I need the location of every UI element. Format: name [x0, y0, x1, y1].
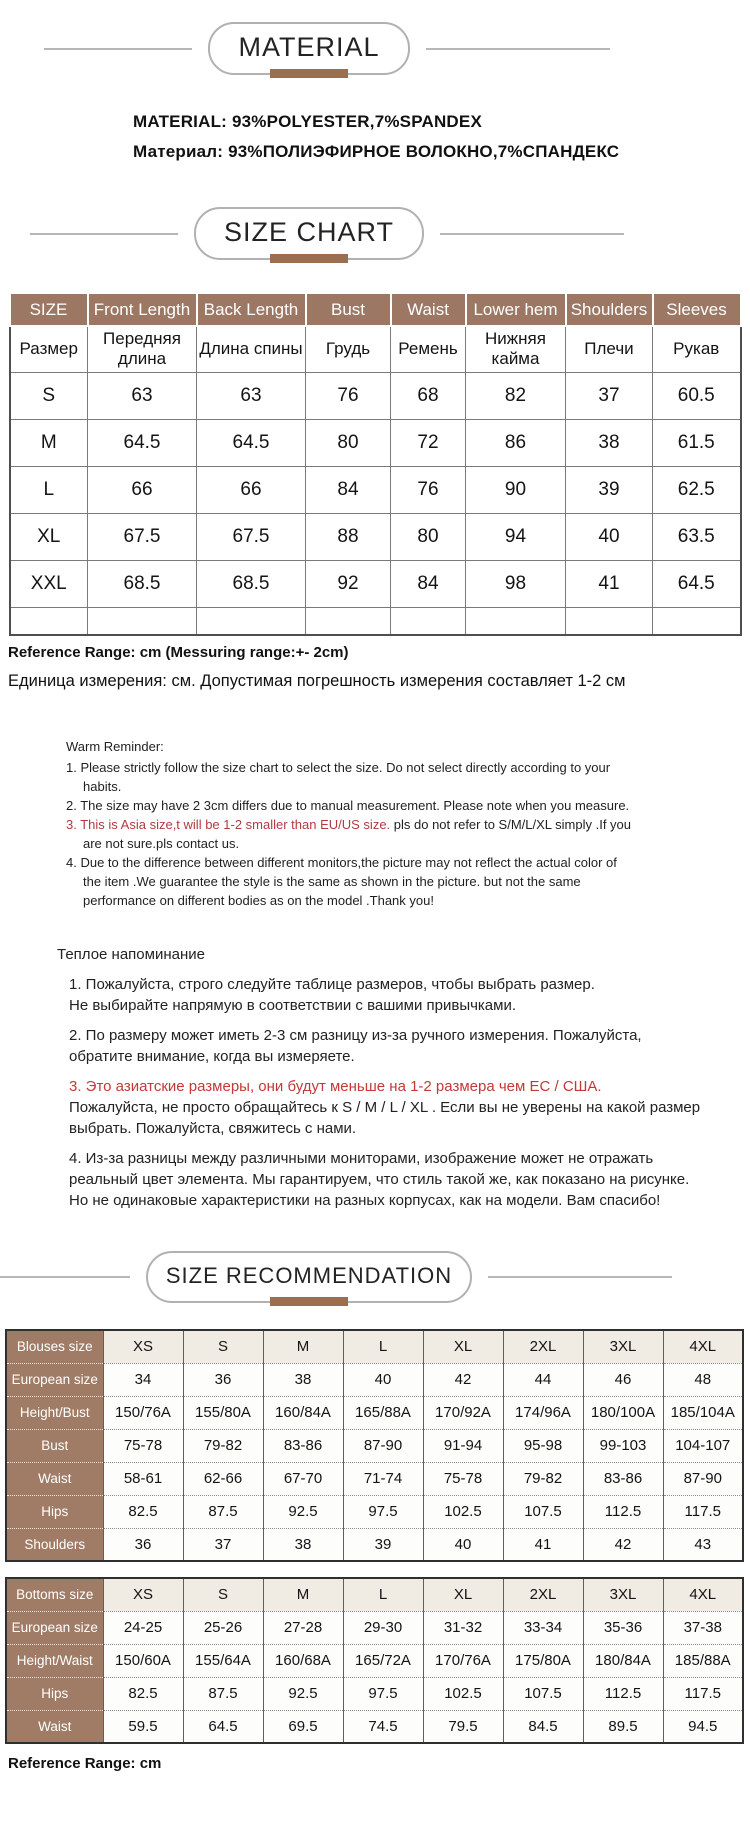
recommendation-cell: 46: [583, 1363, 663, 1396]
recommendation-cell: 34: [103, 1363, 183, 1396]
recommendation-cell: 97.5: [343, 1677, 423, 1710]
size-chart-header-cell: Sleeves: [653, 293, 741, 326]
reference-range-note: Reference Range: cm: [8, 1755, 162, 1772]
recommendation-cell: 170/92A: [423, 1396, 503, 1429]
divider-line: [440, 233, 624, 235]
recommendation-cell: 180/100A: [583, 1396, 663, 1429]
size-chart-cell: 68.5: [88, 560, 197, 607]
size-chart-cell: 80: [306, 419, 391, 466]
recommendation-cell: 117.5: [663, 1677, 743, 1710]
recommendation-cell: 48: [663, 1363, 743, 1396]
bottoms-table-body: [6, 1578, 743, 1743]
recommendation-cell: 40: [343, 1363, 423, 1396]
size-chart-note-en: Reference Range: cm (Messuring range:+- 2cm): [8, 644, 349, 661]
recommendation-cell: 38: [263, 1363, 343, 1396]
recommendation-row-label: Waist: [6, 1710, 103, 1743]
size-chart-subheader-cell: Ремень: [391, 326, 466, 372]
size-chart-row: [10, 560, 741, 607]
size-chart-row: [10, 372, 741, 419]
divider-line: [44, 48, 192, 50]
recommendation-cell: 92.5: [263, 1677, 343, 1710]
recommendation-cell: 99-103: [583, 1429, 663, 1462]
recommendation-cell: 185/104A: [663, 1396, 743, 1429]
size-chart-cell: 84: [391, 560, 466, 607]
recommendation-cell: 79-82: [183, 1429, 263, 1462]
size-chart-cell: 63: [88, 372, 197, 419]
recommendation-cell: 74.5: [343, 1710, 423, 1743]
recommendation-cell: 185/88A: [663, 1644, 743, 1677]
blouses-table-body: [6, 1330, 743, 1561]
recommendation-cell: 107.5: [503, 1495, 583, 1528]
size-chart-subheader-cell: Плечи: [566, 326, 653, 372]
russian-reminder-item: [69, 974, 707, 1016]
recommendation-row-label: Hips: [6, 1495, 103, 1528]
recommendation-cell: 175/80A: [503, 1644, 583, 1677]
size-chart-cell: 40: [566, 513, 653, 560]
size-chart-title-pill: [194, 207, 424, 260]
size-recommendation-header: [0, 1251, 702, 1303]
size-chart-title: SIZE CHART: [223, 217, 395, 247]
size-chart-cell: [88, 607, 197, 635]
russian-reminder-item: [69, 1148, 707, 1211]
size-chart-cell: 60.5: [653, 372, 741, 419]
russian-reminder-text: 4. Из-за разницы между различными мониторами, изображение может не отражать реальный цвет элемента. Мы гарантируем, что стиль такой же, как показано на рисунке. Но не одинаковые характеристики на разных корпусах, как на модели. Вам спасибо!: [69, 1150, 690, 1209]
recommendation-cell: 67-70: [263, 1462, 343, 1495]
recommendation-cell: 24-25: [103, 1611, 183, 1644]
recommendation-row-label: Height/Bust: [6, 1396, 103, 1429]
size-chart-cell: [306, 607, 391, 635]
size-chart-cell: 38: [566, 419, 653, 466]
size-recommendation-title-pill: [146, 1251, 472, 1303]
size-chart-header-cell: SIZE: [10, 293, 88, 326]
recommendation-cell: XL: [423, 1330, 503, 1363]
size-chart-cell: 63: [197, 372, 306, 419]
size-chart-cell: 61.5: [653, 419, 741, 466]
size-chart-cell: 66: [197, 466, 306, 513]
size-chart-subheader-cell: Передняя длина: [88, 326, 197, 372]
size-chart-cell: 84: [306, 466, 391, 513]
recommendation-cell: 42: [423, 1363, 503, 1396]
size-chart-subheader-cell: Рукав: [653, 326, 741, 372]
recommendation-cell: 84.5: [503, 1710, 583, 1743]
size-chart-subheader-cell: Размер: [10, 326, 88, 372]
size-chart-table: [9, 292, 742, 636]
recommendation-cell: 40: [423, 1528, 503, 1561]
material-composition-en: MATERIAL: 93%POLYESTER,7%SPANDEX: [133, 112, 482, 131]
russian-reminder-line: [69, 974, 707, 995]
recommendation-cell: 112.5: [583, 1677, 663, 1710]
recommendation-row: [6, 1429, 743, 1462]
size-chart-header-cell: Waist: [391, 293, 466, 326]
size-chart-cell: 37: [566, 372, 653, 419]
recommendation-cell: 39: [343, 1528, 423, 1561]
recommendation-row: [6, 1710, 743, 1743]
size-chart-cell: 92: [306, 560, 391, 607]
recommendation-cell: 37-38: [663, 1611, 743, 1644]
recommendation-cell: 92.5: [263, 1495, 343, 1528]
size-chart-header-cell: Back Length: [197, 293, 306, 326]
recommendation-row-label: Shoulders: [6, 1528, 103, 1561]
size-chart-header-cell: Lower hem: [466, 293, 566, 326]
recommendation-cell: 165/88A: [343, 1396, 423, 1429]
recommendation-cell: 59.5: [103, 1710, 183, 1743]
recommendation-cell: 83-86: [583, 1462, 663, 1495]
size-chart-header-cell: Front Length: [88, 293, 197, 326]
size-chart-cell: 66: [88, 466, 197, 513]
recommendation-cell: 102.5: [423, 1495, 503, 1528]
recommendation-cell: 155/64A: [183, 1644, 263, 1677]
material-composition-ru: Материал: 93%ПОЛИЭФИРНОЕ ВОЛОКНО,7%СПАНДЕКС: [133, 142, 620, 161]
recommendation-cell: 180/84A: [583, 1644, 663, 1677]
recommendation-cell: M: [263, 1578, 343, 1611]
warm-reminder-text: 2. The size may have 2 3cm differs due to manual measurement. Please note when you measure.: [66, 798, 630, 813]
recommendation-cell: 33-34: [503, 1611, 583, 1644]
recommendation-cell: 155/80A: [183, 1396, 263, 1429]
size-chart-cell: XXL: [10, 560, 88, 607]
recommendation-cell: 42: [583, 1528, 663, 1561]
recommendation-cell: XS: [103, 1330, 183, 1363]
material-title: MATERIAL: [238, 32, 380, 62]
recommendation-row-label: Bust: [6, 1429, 103, 1462]
russian-reminder-item: [69, 1076, 707, 1139]
recommendation-cell: XL: [423, 1578, 503, 1611]
recommendation-row: [6, 1644, 743, 1677]
warm-reminder-text: 1. Please strictly follow the size chart to select the size. Do not select directly according to your habits.: [66, 760, 611, 794]
size-chart-cell: L: [10, 466, 88, 513]
size-chart-header-row: [10, 293, 741, 326]
size-chart-row: [10, 513, 741, 560]
recommendation-cell: 165/72A: [343, 1644, 423, 1677]
recommendation-cell: 117.5: [663, 1495, 743, 1528]
size-chart-subheader-row: [10, 326, 741, 372]
recommendation-cell: 97.5: [343, 1495, 423, 1528]
size-chart-header-cell: Bust: [306, 293, 391, 326]
recommendation-cell: 2XL: [503, 1330, 583, 1363]
size-chart-cell: [466, 607, 566, 635]
russian-reminder-line: [69, 1076, 707, 1097]
size-chart-cell: 64.5: [88, 419, 197, 466]
russian-reminder-line2: Пожалуйста, не просто обращайтесь к S / M / L / XL . Если вы не уверены на какой размер выбрать. Пожалуйста, свяжитесь с нами.: [69, 1099, 701, 1137]
russian-reminder-line2: Не выбирайте напрямую в соответствии с вашими привычками.: [69, 997, 517, 1014]
recommendation-cell: XS: [103, 1578, 183, 1611]
recommendation-cell: 160/68A: [263, 1644, 343, 1677]
recommendation-cell: 75-78: [103, 1429, 183, 1462]
recommendation-cell: 170/76A: [423, 1644, 503, 1677]
size-chart-subheader-cell: Нижняя кайма: [466, 326, 566, 372]
warm-reminder-title: Warm Reminder:: [66, 739, 164, 754]
recommendation-row-label: Waist: [6, 1462, 103, 1495]
recommendation-cell: 107.5: [503, 1677, 583, 1710]
size-chart-cell: 68.5: [197, 560, 306, 607]
recommendation-cell: 79-82: [503, 1462, 583, 1495]
size-chart-cell: 76: [391, 466, 466, 513]
accent-bar: [270, 69, 348, 78]
russian-reminder-line: [69, 1025, 707, 1067]
recommendation-cell: 89.5: [583, 1710, 663, 1743]
warm-reminder-item: [66, 796, 638, 815]
recommendation-cell: 37: [183, 1528, 263, 1561]
size-chart-cell: 98: [466, 560, 566, 607]
russian-reminder-text: 2. По размеру может иметь 2-3 см разницу из-за ручного измерения. Пожалуйста, обратите внимание, когда вы измеряете.: [69, 1027, 642, 1065]
recommendation-cell: 87-90: [663, 1462, 743, 1495]
divider-line: [426, 48, 610, 50]
russian-reminder-text: 1. Пожалуйста, строго следуйте таблице размеров, чтобы выбрать размер.: [69, 976, 595, 993]
recommendation-row-label: Blouses size: [6, 1330, 103, 1363]
warm-reminder-item: [66, 815, 638, 853]
recommendation-row: [6, 1528, 743, 1561]
size-chart-cell: 39: [566, 466, 653, 513]
recommendation-cell: 75-78: [423, 1462, 503, 1495]
recommendation-cell: 31-32: [423, 1611, 503, 1644]
recommendation-cell: 91-94: [423, 1429, 503, 1462]
recommendation-row: [6, 1578, 743, 1611]
recommendation-cell: 82.5: [103, 1677, 183, 1710]
recommendation-cell: 102.5: [423, 1677, 503, 1710]
material-composition: [133, 107, 750, 167]
size-chart-cell: [653, 607, 741, 635]
size-chart-cell: 80: [391, 513, 466, 560]
recommendation-row: [6, 1495, 743, 1528]
size-chart-subheader-cell: Грудь: [306, 326, 391, 372]
recommendation-cell: S: [183, 1578, 263, 1611]
recommendation-cell: 3XL: [583, 1330, 663, 1363]
size-chart-cell: [391, 607, 466, 635]
size-chart-cell: 94: [466, 513, 566, 560]
recommendation-row-label: European size: [6, 1611, 103, 1644]
recommendation-row: [6, 1330, 743, 1363]
size-chart-cell: M: [10, 419, 88, 466]
recommendation-cell: 4XL: [663, 1578, 743, 1611]
recommendation-cell: 41: [503, 1528, 583, 1561]
recommendation-cell: 4XL: [663, 1330, 743, 1363]
recommendation-cell: 160/84A: [263, 1396, 343, 1429]
russian-reminder-section: [57, 944, 707, 1211]
recommendation-row: [6, 1462, 743, 1495]
russian-reminder-line: [69, 1148, 707, 1211]
size-chart-subheader-cell: Длина спины: [197, 326, 306, 372]
russian-reminder-red-text: 3. Это азиатские размеры, они будут меньше на 1-2 размера чем ЕС / США.: [69, 1078, 602, 1095]
size-chart-cell: 64.5: [653, 560, 741, 607]
recommendation-cell: 58-61: [103, 1462, 183, 1495]
warm-reminder-item: [66, 853, 638, 910]
recommendation-cell: 95-98: [503, 1429, 583, 1462]
recommendation-cell: L: [343, 1578, 423, 1611]
recommendation-row: [6, 1677, 743, 1710]
recommendation-cell: 64.5: [183, 1710, 263, 1743]
size-chart-cell: 63.5: [653, 513, 741, 560]
material-title-pill: [208, 22, 409, 75]
accent-bar: [270, 1297, 348, 1306]
recommendation-row: [6, 1396, 743, 1429]
size-chart-cell: 90: [466, 466, 566, 513]
recommendation-cell: 2XL: [503, 1578, 583, 1611]
recommendation-cell: 25-26: [183, 1611, 263, 1644]
divider-line: [30, 233, 178, 235]
size-chart-cell: [197, 607, 306, 635]
size-chart-cell: 68: [391, 372, 466, 419]
size-chart-cell: S: [10, 372, 88, 419]
warm-reminder-item: [66, 758, 638, 796]
size-chart-row: [10, 419, 741, 466]
recommendation-cell: 94.5: [663, 1710, 743, 1743]
recommendation-cell: 87.5: [183, 1677, 263, 1710]
recommendation-cell: 112.5: [583, 1495, 663, 1528]
size-chart-cell: [566, 607, 653, 635]
size-chart-row: [10, 607, 741, 635]
warm-reminder-text: pls do not refer to S/M/L/XL simply .If you are not sure.pls contact us.: [83, 817, 631, 851]
recommendation-cell: S: [183, 1330, 263, 1363]
size-chart-cell: 76: [306, 372, 391, 419]
size-chart-cell: 86: [466, 419, 566, 466]
size-chart-cell: 62.5: [653, 466, 741, 513]
size-chart-header: [0, 207, 702, 260]
recommendation-cell: 71-74: [343, 1462, 423, 1495]
recommendation-row: [6, 1611, 743, 1644]
recommendation-cell: 150/60A: [103, 1644, 183, 1677]
size-chart-note-ru: Единица измерения: см. Допустимая погрешность измерения составляет 1-2 см: [8, 672, 626, 690]
size-chart-cell: XL: [10, 513, 88, 560]
size-chart-cell: 82: [466, 372, 566, 419]
divider-line: [0, 1276, 130, 1278]
size-chart-cell: [10, 607, 88, 635]
recommendation-row-label: Bottoms size: [6, 1578, 103, 1611]
recommendation-cell: 79.5: [423, 1710, 503, 1743]
recommendation-cell: 36: [183, 1363, 263, 1396]
size-chart-cell: 67.5: [197, 513, 306, 560]
bottoms-size-table: [5, 1577, 744, 1744]
warm-reminder-red-text: 3. This is Asia size,t will be 1-2 smaller than EU/US size.: [66, 817, 391, 832]
size-chart-cell: 88: [306, 513, 391, 560]
size-chart-cell: 72: [391, 419, 466, 466]
recommendation-cell: 43: [663, 1528, 743, 1561]
size-chart-head: [10, 293, 741, 372]
recommendation-cell: 83-86: [263, 1429, 343, 1462]
recommendation-cell: 38: [263, 1528, 343, 1561]
recommendation-cell: L: [343, 1330, 423, 1363]
recommendation-cell: 35-36: [583, 1611, 663, 1644]
russian-reminder-title: Теплое напоминание: [57, 946, 205, 963]
size-chart-cell: 64.5: [197, 419, 306, 466]
recommendation-cell: 44: [503, 1363, 583, 1396]
warm-reminder-section: [66, 737, 638, 910]
divider-line: [488, 1276, 672, 1278]
recommendation-row-label: European size: [6, 1363, 103, 1396]
size-chart-body: [10, 372, 741, 635]
size-chart-cell: 67.5: [88, 513, 197, 560]
warm-reminder-text: 4. Due to the difference between different monitors,the picture may not reflect the actual color of the item .We guarantee the style is the same as shown in the picture. but not the same performance on different bodies as on the model .Thank you!: [66, 855, 617, 908]
blouses-size-table: [5, 1329, 744, 1562]
size-chart-row: [10, 466, 741, 513]
size-recommendation-title: SIZE RECOMMENDATION: [165, 1263, 453, 1288]
size-chart-header-cell: Shoulders: [566, 293, 653, 326]
recommendation-cell: 174/96A: [503, 1396, 583, 1429]
recommendation-row-label: Height/Waist: [6, 1644, 103, 1677]
recommendation-row-label: Hips: [6, 1677, 103, 1710]
recommendation-cell: 87.5: [183, 1495, 263, 1528]
accent-bar: [270, 254, 348, 263]
recommendation-cell: M: [263, 1330, 343, 1363]
recommendation-cell: 3XL: [583, 1578, 663, 1611]
recommendation-cell: 29-30: [343, 1611, 423, 1644]
recommendation-row: [6, 1363, 743, 1396]
recommendation-cell: 150/76A: [103, 1396, 183, 1429]
recommendation-cell: 104-107: [663, 1429, 743, 1462]
recommendation-cell: 27-28: [263, 1611, 343, 1644]
recommendation-cell: 87-90: [343, 1429, 423, 1462]
material-header: [0, 0, 702, 75]
russian-reminder-item: [69, 1025, 707, 1067]
size-chart-cell: 41: [566, 560, 653, 607]
recommendation-cell: 82.5: [103, 1495, 183, 1528]
recommendation-cell: 69.5: [263, 1710, 343, 1743]
recommendation-cell: 62-66: [183, 1462, 263, 1495]
recommendation-cell: 36: [103, 1528, 183, 1561]
